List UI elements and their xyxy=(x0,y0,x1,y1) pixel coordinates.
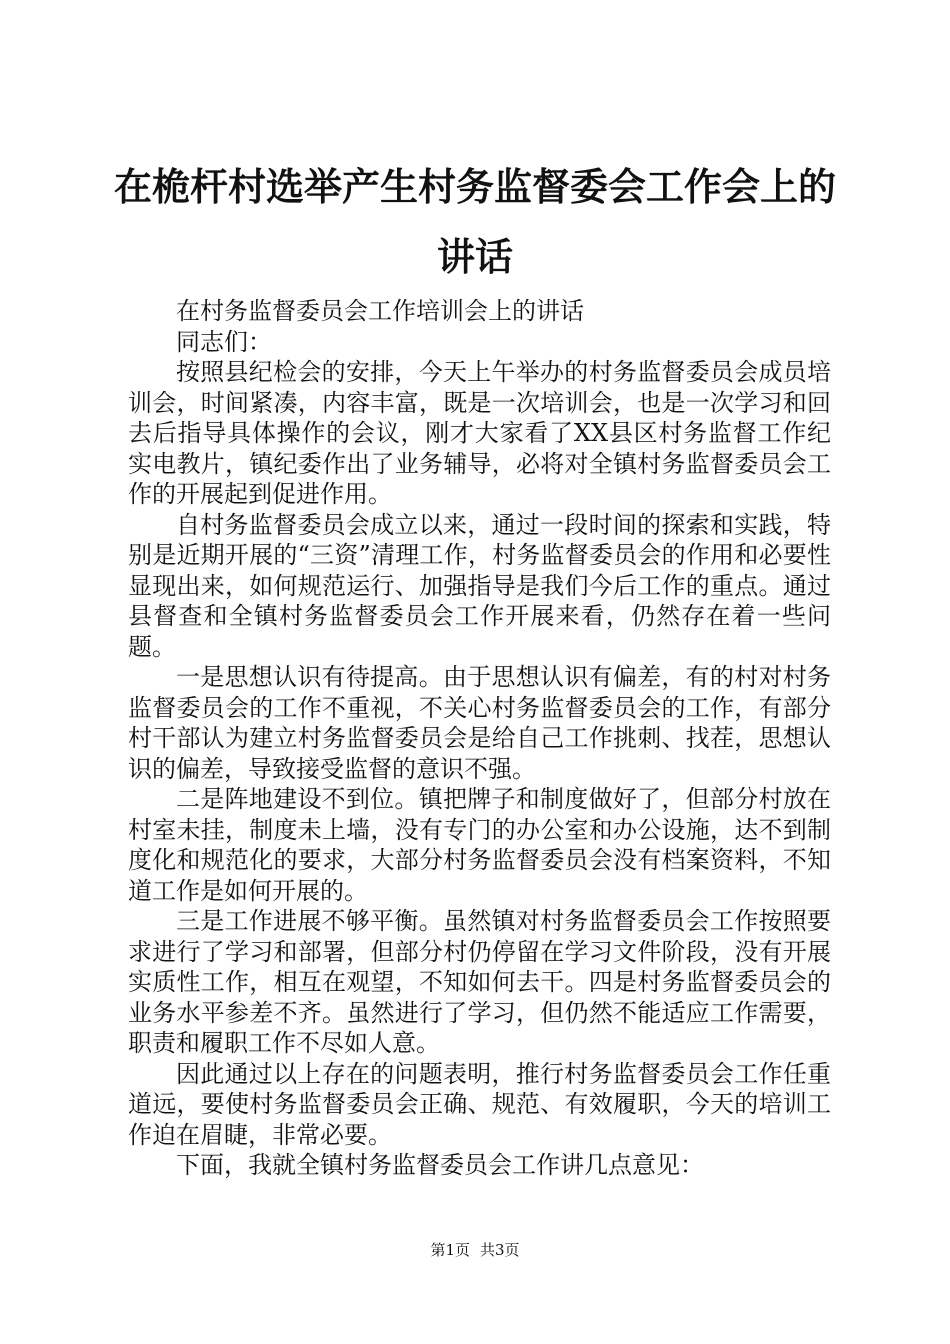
paragraph: 下面，我就全镇村务监督委员会工作讲几点意见： xyxy=(176,1151,704,1179)
paragraph-salutation: 同志们： xyxy=(176,327,272,356)
document-title: 在桅杆村选举产生村务监督委会工作会上的讲话 xyxy=(113,164,836,279)
paragraph: 因此通过以上存在的问题表明，推行村务监督委员会工作任重道远，要使村务监督委员会正确、规范、有效履职，今天的培训工作迫在眉睫，非常必要。 xyxy=(128,1059,831,1149)
page-number: 第1页 xyxy=(430,1241,470,1259)
paragraph: 二是阵地建设不到位。镇把牌子和制度做好了，但部分村放在村室未挂，制度未上墙，没有专门的办公室和办公设施，达不到制度化和规范化的要求，大部分村务监督委员会没有档案资料，不知道工作是如何开展的。 xyxy=(128,785,831,905)
paragraph: 三是工作进展不够平衡。虽然镇对村务监督委员会工作按照要求进行了学习和部署，但部分村仍停留在学习文件阶段，没有开展实质性工作，相互在观望，不知如何去干。四是村务监督委员会的业务水平参差不齐。虽然进行了学习，但仍然不能适应工作需要，职责和履职工作不尽如人意。 xyxy=(128,907,831,1057)
paragraph: 一是思想认识有待提高。由于思想认识有偏差，有的村对村务监督委员会的工作不重视，不关心村务监督委员会的工作，有部分村干部认为建立村务监督委员会是给自己工作挑刺、找茬，思想认识的偏差，导致接受监督的意识不强。 xyxy=(128,663,831,783)
page-total: 共3页 xyxy=(480,1241,520,1259)
paragraph: 自村务监督委员会成立以来，通过一段时间的探索和实践，特别是近期开展的“三资”清理工作，村务监督委员会的作用和必要性显现出来，如何规范运行、加强指导是我们今后工作的重点。通过县督查和全镇村务监督委员会工作开展来看，仍然存在着一些问题。 xyxy=(128,510,831,661)
paragraph: 按照县纪检会的安排，今天上午举办的村务监督委员会成员培训会，时间紧凑，内容丰富，既是一次培训会，也是一次学习和回去后指导具体操作的会议，刚才大家看了XX县区村务监督工作纪实电教片，镇纪委作出了业务辅导，必将对全镇村务监督委员会工作的开展起到促进作用。 xyxy=(128,358,831,508)
page-footer xyxy=(0,1240,950,1260)
document-body xyxy=(128,296,831,1181)
paragraph-subtitle: 在村务监督委员会工作培训会上的讲话 xyxy=(176,297,584,325)
